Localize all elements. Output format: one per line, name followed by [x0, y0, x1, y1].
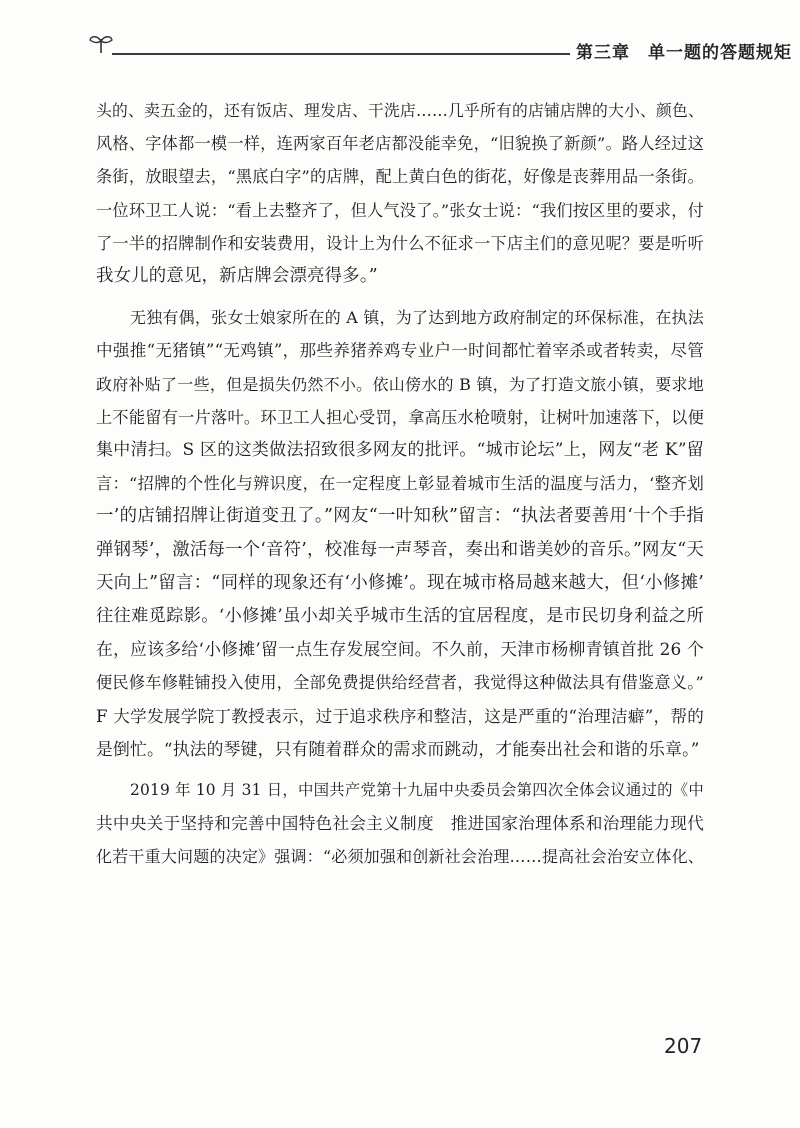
text-line: 一位环卫工人说：“看上去整齐了，但人气没了。”张女士说：“我们按区里的要求，付	[96, 200, 704, 220]
text-line: 政府补贴了一些，但是损失仍然不小。依山傍水的 B 镇，为了打造文旅小镇，要求地	[96, 374, 704, 394]
text-line: 共中央关于坚持和完善中国特色社会主义制度 推进国家治理体系和治理能力现代	[96, 814, 704, 834]
text-line: 一’的店铺招牌让街道变丑了。”网友“一叶知秋”留言：“执法者要善用‘十个手指	[96, 506, 704, 527]
text-line: 言：“招牌的个性化与辨识度，在一定程度上彰显着城市生活的温度与活力，‘整齐划	[96, 474, 704, 494]
text-line: 中强推“无猪镇”“无鸡镇”，那些养猪养鸡专业户一时间都忙着宰杀或者转卖，尽管	[96, 341, 704, 361]
body-text	[96, 94, 704, 882]
chapter-title: 单一题的答题规矩	[648, 43, 792, 63]
text-line: F 大学发展学院丁教授表示，过于追求秩序和整洁，这是严重的“治理洁癖”，帮的	[96, 706, 704, 726]
text-line: 集中清扫。S 区的这类做法招致很多网友的批评。“城市论坛”上，网友“老 K”留	[96, 440, 704, 461]
paragraph-1	[96, 94, 704, 293]
text-line: 弹钢琴’，激活每一个‘音符’，校准每一声琴音，奏出和谐美妙的音乐。”网友“天	[96, 539, 704, 560]
text-line: 便民修车修鞋铺投入使用，全部免费提供给经营者，我觉得这种做法具有借鉴意义。”	[96, 673, 704, 693]
text-line: 化若干重大问题的决定》强调：“必须加强和创新社会治理……提高社会治安立体化、	[96, 847, 704, 867]
text-line: 头的、卖五金的，还有饭店、理发店、干洗店……几乎所有的店铺店牌的大小、颜色、	[96, 101, 704, 120]
text-line: 在，应该多给‘小修摊’留一点生存发展空间。不久前，天津市杨柳青镇首批 26 个	[96, 639, 704, 660]
paragraph-2	[96, 301, 704, 766]
text-line: 我女儿的意见，新店牌会漂亮得多。”	[96, 266, 378, 287]
paragraph-3	[96, 774, 704, 874]
text-line: 往往难觅踪影。‘小修摊’虽小却关乎城市生活的宜居程度，是市民切身利益之所	[96, 606, 704, 627]
text-line: 条街，放眼望去，“黑底白字”的店牌，配上黄白色的街花，好像是丧葬用品一条街。	[96, 167, 704, 187]
chapter-heading	[576, 38, 792, 63]
header-rule	[112, 53, 570, 55]
text-line: 了一半的招牌制作和安装费用，设计上为什么不征求一下店主们的意见呢？要是听听	[96, 233, 704, 253]
text-line: 风格、字体都一模一样，连两家百年老店都没能幸免，“旧貌换了新颜”。路人经过这	[96, 134, 704, 154]
text-line: 天向上”留言：“同样的现象还有‘小修摊’。现在城市格局越来越大，但‘小修摊’	[96, 572, 704, 593]
text-line: 是倒忙。“执法的琴键，只有随着群众的需求而跳动，才能奏出社会和谐的乐章。”	[96, 738, 700, 759]
leaf-ornament-icon	[88, 32, 114, 54]
chapter-label: 第三章	[576, 43, 630, 63]
page-number: 207	[664, 1034, 703, 1058]
text-line: 无独有偶，张女士娘家所在的 A 镇，为了达到地方政府制定的环保标准，在执法	[130, 308, 704, 328]
text-line: 上不能留有一片落叶。环卫工人担心受罚，拿高压水枪喷射，让树叶加速落下，以便	[96, 407, 704, 427]
running-header	[88, 30, 792, 63]
text-line: 2019 年 10 月 31 日，中国共产党第十九届中央委员会第四次全体会议通过的《中	[130, 781, 704, 800]
